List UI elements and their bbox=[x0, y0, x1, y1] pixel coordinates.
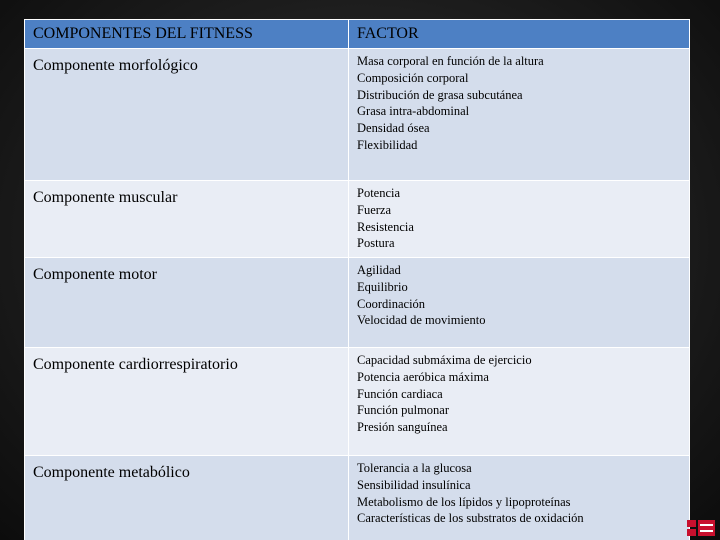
factor-item: Coordinación bbox=[357, 296, 426, 311]
factor-item: Características de los substratos de oxidación bbox=[357, 511, 584, 526]
factor-list bbox=[349, 456, 690, 540]
table-row bbox=[25, 456, 690, 540]
factor-item: Flexibilidad bbox=[357, 137, 418, 152]
header-factor: FACTOR bbox=[349, 20, 690, 49]
factor-item: Potencia bbox=[357, 186, 401, 200]
component-name: Componente morfológico bbox=[25, 49, 349, 181]
table-row bbox=[25, 181, 690, 258]
component-name: Componente muscular bbox=[25, 181, 349, 258]
factor-list bbox=[349, 348, 690, 456]
factor-item: Sensibilidad insulínica bbox=[357, 477, 471, 492]
factor-list bbox=[349, 258, 690, 348]
factor-item: Masa corporal en función de la altura bbox=[357, 54, 544, 68]
factor-item: Agilidad bbox=[357, 263, 401, 277]
factor-item: Fuerza bbox=[357, 202, 392, 217]
factor-item: Velocidad de movimiento bbox=[357, 313, 486, 328]
fitness-components-table bbox=[24, 19, 690, 540]
component-name: Componente cardiorrespiratorio bbox=[25, 348, 349, 456]
table-row bbox=[25, 49, 690, 181]
factor-item: Densidad ósea bbox=[357, 121, 430, 136]
factor-item: Composición corporal bbox=[357, 70, 469, 85]
factor-item: Distribución de grasa subcutánea bbox=[357, 87, 523, 102]
component-name: Componente motor bbox=[25, 258, 349, 348]
table-row bbox=[25, 258, 690, 348]
factor-list bbox=[349, 181, 690, 258]
factor-item: Tolerancia a la glucosa bbox=[357, 461, 472, 475]
factor-item: Potencia aeróbica máxima bbox=[357, 369, 489, 384]
factor-item: Presión sanguínea bbox=[357, 420, 448, 435]
factor-item: Función pulmonar bbox=[357, 403, 450, 418]
factor-item: Función cardiaca bbox=[357, 386, 443, 401]
header-components: COMPONENTES DEL FITNESS bbox=[25, 20, 349, 49]
factor-item: Grasa intra-abdominal bbox=[357, 104, 470, 119]
table-header-row bbox=[25, 20, 690, 49]
component-name: Componente metabólico bbox=[25, 456, 349, 540]
factor-item: Resistencia bbox=[357, 219, 414, 234]
factor-item: Equilibrio bbox=[357, 279, 408, 294]
logo-icon bbox=[686, 516, 716, 538]
factor-list bbox=[349, 49, 690, 181]
factor-item: Postura bbox=[357, 236, 395, 251]
factor-item: Capacidad submáxima de ejercicio bbox=[357, 353, 532, 367]
factor-item: Metabolismo de los lípidos y lipoproteínas bbox=[357, 494, 571, 509]
table-row bbox=[25, 348, 690, 456]
